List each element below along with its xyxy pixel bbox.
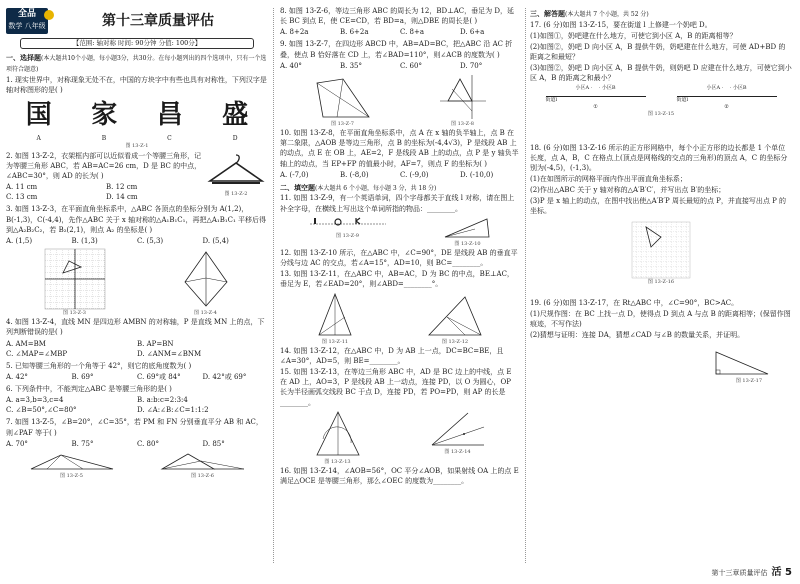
question-13: 13. 如图 13-Z-11，在△ABC 中，AB=AC，D 为 BC 的中点，BE⊥AC，垂足为 E，若∠EAD=20°，则∠ABD=________°。 (280, 270, 514, 289)
figure-caption: 图 13-Z-8 (451, 120, 474, 127)
question-7: 7. 如图 13-Z-5，∠B=20°，∠C=35°，若 PM 和 FN 分别垂直平分 AB 和 AC，则∠PAF 等于( ) (6, 418, 263, 437)
option-b: B. (-8,0) (340, 170, 369, 179)
question-18-part-3: (3)P 是 x 轴上的动点，在图中找出使△A′B′P 周长最短的点 P，并直接写出点 P 的坐标。 (530, 197, 787, 216)
section-solve (530, 9, 792, 20)
figure-caption: 图 13-Z-3 (63, 309, 86, 316)
option-c: C. 13 cm (6, 193, 38, 202)
options (6, 439, 268, 449)
label-street: 街道l (676, 96, 689, 103)
angle-bisector-figure (428, 409, 488, 449)
section-note: (本大题共 6 个小题，每小题 3 分，共 18 分) (315, 184, 437, 192)
char-b: 家 (91, 100, 118, 131)
brand-logo (6, 8, 48, 34)
option-c: C. ∠B=50°,∠C=80° (6, 406, 77, 415)
street-figure-2: 小区A · · 小区B 街道l ② (677, 85, 777, 112)
section-choice (6, 53, 268, 74)
option-d: D. 70° (460, 61, 483, 70)
option-b: B. 35° (340, 61, 363, 70)
figure-right-triangle (530, 348, 792, 378)
options (6, 339, 268, 359)
option-b: B. 75° (71, 439, 94, 448)
question-17-part-2: (2)如图②，奶吧 D 向小区 A，B 提供牛奶，奶吧建在什么地方，可使 AD+BD 的距离之和最短？ (530, 42, 786, 62)
figure-caption: 图 13-Z-12 (441, 338, 469, 345)
option-a: A. (-7,0) (280, 170, 309, 179)
option-a: A. 42° (6, 372, 28, 381)
section-title: 二、填空题 (280, 182, 315, 192)
right-triangle-figure (443, 215, 493, 241)
coordinate-triangle-figure (438, 73, 488, 121)
figure-caption: 图 13-Z-5 (60, 472, 83, 479)
figure-caption: 图 13-Z-1 (125, 143, 149, 150)
option-d: D. (5,4) (202, 236, 229, 245)
option-c: C. 8+a (400, 28, 425, 37)
figure-caption: 图 13-Z-15 (647, 111, 675, 118)
logo-text: 全品 (17, 9, 36, 19)
figure-caption: 图 13-Z-16 (647, 278, 675, 285)
chinese-characters (6, 97, 268, 135)
question-19-part-1: (1)尺规作图：在 BC 上找一点 D，使得点 D 到点 A 与点 B 的距离相等；(保留作图痕迹，不写作法) (530, 309, 791, 329)
char-d: 盛 (222, 100, 249, 131)
column-middle (280, 6, 520, 487)
question-18: 18. (6 分)如图 13-Z-16 所示的正方形网格中，每个小正方形的边长都是 1 个单位长度，点 A，B，C 在格点上(顶点是网格线的交点的三角形)的顶点 A，C 的坐标分别为(-4,5)，(-1,3)。 (530, 143, 788, 172)
option-c: C. (5,3) (137, 236, 164, 245)
question-18-part-1: (1)在如图所示的网格平面内作出平面直角坐标系； (530, 174, 687, 183)
section-fill (280, 183, 520, 194)
section-note: (本大题共10个小题，每小题3分，共30分。在每小题列出的四个选项中，只有一个选项符合题意) (6, 55, 267, 74)
figures-5-6 (6, 451, 268, 480)
isosceles-figure (315, 291, 355, 339)
figures-7-8 (280, 73, 520, 128)
equilateral-figure (158, 451, 248, 473)
question-5: 5. 已知等腰三角形的一个角等于 42°，则它的底角度数为( ) (6, 361, 192, 370)
option-a: A. a=3,b=3,c=4 (6, 396, 64, 405)
header (6, 6, 268, 36)
column-divider (525, 8, 526, 563)
column-divider (273, 8, 274, 563)
question-3: 3. 如图 13-Z-3，在平面直角坐标系中，△ABC 各顶点的坐标分别为 A(1,2)，B(-1,3)，C(-4,4)，先作△ABC 关于 x 轴对称的△A₁B₁C₁，再把△A₁B₁C₁ 平移后得到△A₂B₂C₂，若 B₂(2,1)，则点 A₂ 的坐标是( ) (6, 205, 267, 234)
option-b: B. AP=BN (137, 339, 174, 348)
label-circle-2: ② (724, 104, 729, 111)
grid-figure (631, 221, 691, 279)
grid-figure (44, 248, 106, 310)
question-17-part-3: (3)如图②，奶吧 D 向小区 A，B 提供牛奶，则奶吧 D 应建在什么地方，可使它到小区 A，B 的距离之和最小？ (530, 64, 792, 83)
option-d: D. (-10,0) (460, 170, 494, 179)
figure-caption: 图 13-Z-7 (331, 120, 354, 127)
figure-hanger (206, 151, 266, 205)
option-a: A. (1,5) (6, 236, 33, 245)
page-number: 活 5 (771, 566, 792, 578)
figures-11-12 (280, 291, 520, 346)
options (6, 182, 206, 202)
question-17: 17. (6 分)如图 13-Z-15，要在街道 l 上修建一个奶吧 D。 (530, 20, 712, 29)
question-15: 15. 如图 13-Z-13，在等边三角形 ABC 中，AD 是 BC 边上的中线，点 E 在 AD 上，AO=3，P 是线段 AB 上一动点，连接 PD，以 O 为圆心，OP 长为半径画弧交线段 BC 于点 D，连接 PD，若 PO=PD，则 AP 的长是________。 (280, 368, 512, 407)
options (6, 395, 268, 415)
figure-caption: 图 13-Z-11 (321, 338, 349, 345)
label-b: B (101, 134, 107, 142)
question-2: 2. 如图 13-Z-2，衣架框内部可以近似看成一个等腰三角形，记为等腰三角形 ABC，若 AB=AC=26 cm，D 是 BC 的中点，∠ABC=30°，则 AD 的长为( ) (6, 151, 202, 180)
option-a: A. 40° (280, 61, 302, 70)
option-c: C. ∠MAP=∠MBP (6, 349, 68, 358)
letters-figure (308, 215, 388, 233)
triangle-d-figure (425, 291, 485, 339)
option-d: D. ∠ANM=∠BNM (137, 349, 202, 358)
question-4: 4. 如图 13-Z-4，直线 MN 是四边形 AMBN 的对称轴，P 是直线 MN 上的点，下列判断错误的是( ) (6, 318, 265, 337)
figure-caption: 图 13-Z-4 (194, 309, 217, 316)
figures-9-10 (280, 215, 520, 248)
label-c: C (167, 134, 172, 142)
figure-caption: 图 13-Z-2 (224, 190, 248, 197)
option-c: C. 80° (137, 439, 159, 448)
question-14: 14. 如图 13-Z-12，在△ABC 中，D 为 AB 上一点，DC=BC=BE，且∠A=30°，AD=5，则 BE=________。 (280, 346, 504, 365)
option-c: C. 60° (400, 61, 422, 70)
quadrilateral-figure (313, 73, 373, 121)
question-6: 6. 下列条件中，不能判定△ABC 是等腰三角形的是( ) (6, 385, 172, 394)
figure-street (530, 85, 792, 112)
page-title: 第十三章质量评估 (102, 12, 214, 29)
figure-caption: 图 13-Z-9 (336, 232, 359, 239)
char-c: 昌 (156, 100, 183, 131)
question-17-part-1: (1)如图①，奶吧建在什么地方，可使它到小区 A，B 的距离相等？ (530, 31, 737, 40)
answer-space (530, 119, 792, 143)
question-8: 8. 如图 13-Z-6，等边三角形 ABC 的周长为 12，BD⊥AC，垂足为 D，延长 BC 到点 E，使 CE=CD，若 BD=a，则△DBE 的周长是( ) (280, 7, 514, 26)
figure-caption: 图 13-Z-6 (191, 472, 214, 479)
question-16: 16. 如图 13-Z-14，∠AOB=56°，OC 平分∠AOB，如果射线 OA 上的点 E 满足△OCE 是等腰三角形，那么∠OEC 的度数为________。 (280, 466, 519, 486)
triangle-figure (27, 451, 117, 473)
question-18-part-2: (2)作出△ABC 关于 y 轴对称的△A′B′C′，并写出点 B′的坐标； (530, 186, 726, 195)
option-b: B. 6+2a (340, 28, 369, 37)
figure-caption: 图 13-Z-13 (324, 458, 351, 465)
column-left (6, 6, 268, 480)
option-c: C. (-9,0) (400, 170, 429, 179)
question-9: 9. 如图 13-Z-7，在四边形 ABCD 中，AB=AD=BC，把△ABC 沿 AC 折叠，使点 B 恰好落在 CD 上，若∠BAD=110°，则∠ACB 的度数为( ) (280, 40, 513, 59)
section-title: 一、选择题 (6, 53, 41, 63)
option-d: D. ∠A:∠B:∠C=1:1:2 (137, 406, 209, 415)
figures-3-4 (6, 248, 268, 317)
label-a: A (36, 134, 41, 142)
section-note: (本大题共 7 个小题，共 52 分) (565, 11, 649, 18)
option-d: D. 14 cm (106, 193, 138, 202)
options (280, 27, 520, 37)
label-community-a: 小区A (575, 84, 590, 91)
option-a: A. 8+2a (280, 28, 309, 37)
logo-subtext: 数学 八年级 (8, 22, 46, 30)
footer-chapter: 第十三章质量评估 (711, 568, 768, 577)
option-a: A. 11 cm (6, 183, 38, 192)
label-community-b: 小区B (601, 84, 616, 91)
equilateral-arc-figure (313, 409, 363, 459)
right-triangle-figure (712, 348, 772, 378)
figures-13-14 (280, 409, 520, 466)
figure-grid-16 (530, 221, 792, 279)
options (6, 236, 268, 246)
answer-space (530, 286, 792, 298)
option-b: B. (1,3) (71, 236, 98, 245)
figure-caption: 图 13-Z-10 (454, 240, 481, 247)
figure-caption: 图 13-Z-17 (735, 378, 762, 385)
question-12: 12. 如图 13-Z-10 所示，在△ABC 中，∠C=90°，DE 是线段 AB 的垂直平分线与边 AC 的交点，若∠A=15°，AD=10，则 BC=________。 (280, 249, 518, 268)
label-community-a: 小区A (706, 84, 721, 91)
question-10: 10. 如图 13-Z-8，在平面直角坐标系中，点 A 在 x 轴的负半轴上，点 B 在第二象限，△AOB 是等边三角形，点 B 的坐标为(-4,4√3)，P 是线段 AB 上的动点，点 E 在 OB 上，AE=2，F 是线段 AB 上的动点，点 P 是 y 轴负半轴上的动点，当 EP+FP 的值最小时，AF=7，则点 F 的坐标为( ) (280, 129, 519, 168)
label-street: 街道l (545, 96, 558, 103)
option-d: D. 42°或 69° (202, 372, 247, 381)
section-title: 三、解答题 (530, 9, 565, 18)
question-11: 11. 如图 13-Z-9，有一个英语单词，四个字母都关于直线 l 对称，请在图上补全字母，在横线上写出这个单词所指的物品：________。 (280, 194, 515, 213)
column-right (530, 6, 792, 386)
question-19-part-2: (2)猜想与证明：连接 DA，猜想∠CAD 与∠B 的数量关系，并证明。 (530, 331, 745, 340)
hanger-figure (206, 151, 266, 191)
options (6, 372, 268, 382)
page-footer (712, 566, 792, 581)
option-a: A. AM=BM (6, 339, 46, 348)
label-community-b: 小区B (732, 84, 747, 91)
char-a: 国 (25, 100, 52, 131)
option-d: D. 85° (202, 439, 225, 448)
options (280, 170, 520, 180)
option-c: C. 69°或 84° (137, 372, 181, 381)
street-figure-1: 小区A · · 小区B 街道l ① (546, 85, 646, 112)
options (280, 61, 520, 71)
option-a: A. 70° (6, 439, 28, 448)
option-b: B. 12 cm (106, 183, 138, 192)
question-1: 1. 现实世界中，对称现象无处不在，中国的方块字中有些也具有对称性，下列汉字是轴对称图形的是( ) (6, 75, 267, 94)
label-d: D (232, 134, 238, 142)
question-2-row (6, 151, 268, 205)
option-b: B. 69° (71, 372, 94, 381)
option-d: D. 6+a (460, 28, 485, 37)
question-19: 19. (6 分)如图 13-Z-17，在 Rt△ABC 中，∠C=90°，BC>AC。 (530, 298, 739, 307)
label-circle-1: ① (593, 104, 598, 111)
badge-dot (44, 10, 54, 20)
figure-caption: 图 13-Z-14 (444, 448, 471, 455)
exam-scope: 【范围: 轴对称 时间: 90分钟 分值: 100分】 (20, 38, 254, 49)
option-b: B. a:b:c=2:3:4 (137, 396, 188, 405)
kite-figure (181, 248, 231, 310)
